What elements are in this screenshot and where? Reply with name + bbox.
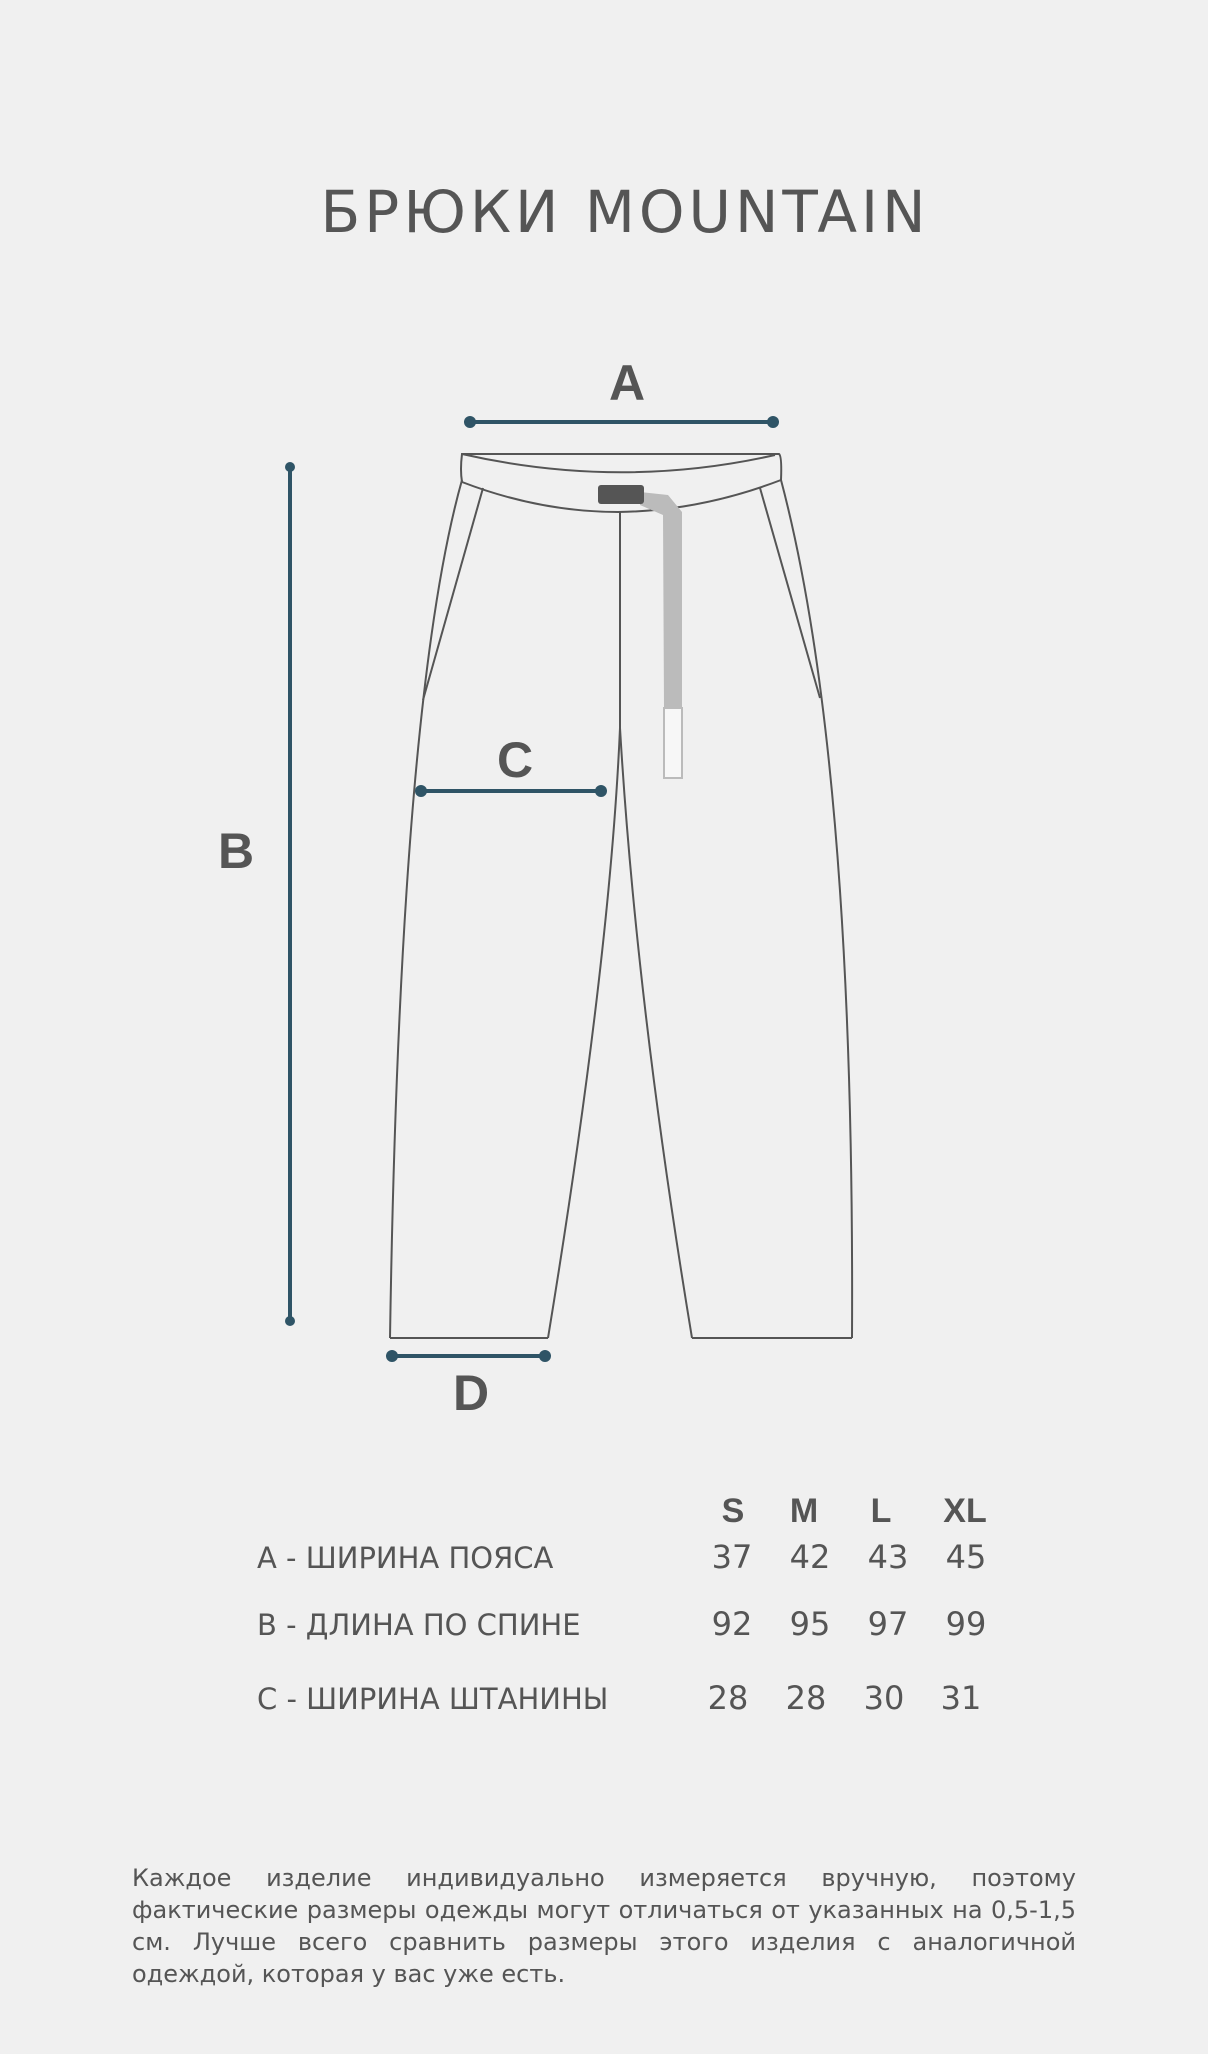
dimension-d	[386, 1350, 551, 1421]
dimension-b	[218, 462, 295, 1326]
size-header-l: L	[870, 1492, 892, 1530]
label-a: A	[608, 355, 646, 411]
belt-buckle	[598, 485, 644, 504]
table-cell: 45	[945, 1538, 987, 1576]
label-d: D	[452, 1365, 490, 1421]
table-cell: 43	[867, 1538, 909, 1576]
dimension-c	[415, 732, 607, 797]
belt-strap	[598, 485, 682, 778]
label-b: B	[217, 823, 255, 879]
table-cell: 95	[789, 1605, 831, 1643]
size-header-m: M	[789, 1492, 819, 1530]
table-cell: 97	[867, 1605, 909, 1643]
size-header-s: S	[721, 1492, 745, 1530]
table-cell: 28	[707, 1679, 749, 1717]
table-cell: 92	[711, 1605, 753, 1643]
table-cell: 30	[863, 1679, 905, 1717]
page-title: БРЮКИ MOUNTAIN	[320, 178, 930, 246]
pants-outline	[390, 454, 852, 1338]
measurement-note: Каждое изделие индивидуально измеряется вручную, поэтому фактические размеры одежды могут отличаться от указанных на 0,5-1,5 см. Лучше всего сравнить размеры этого изделия с аналогичной одеждой, которая у вас уже есть.	[132, 1864, 1076, 1988]
row-label-b: B - ДЛИНА ПО СПИНЕ	[257, 1608, 581, 1642]
table-cell: 99	[945, 1605, 987, 1643]
table-cell: 37	[711, 1538, 753, 1576]
table-cell: 42	[789, 1538, 831, 1576]
row-label-c: C - ШИРИНА ШТАНИНЫ	[257, 1682, 609, 1716]
dimension-a	[464, 355, 779, 428]
table-cell: 31	[940, 1679, 982, 1717]
row-label-a: A - ШИРИНА ПОЯСА	[257, 1541, 554, 1575]
label-c: C	[496, 732, 534, 788]
table-cell: 28	[785, 1679, 827, 1717]
size-header-xl: XL	[943, 1492, 987, 1530]
